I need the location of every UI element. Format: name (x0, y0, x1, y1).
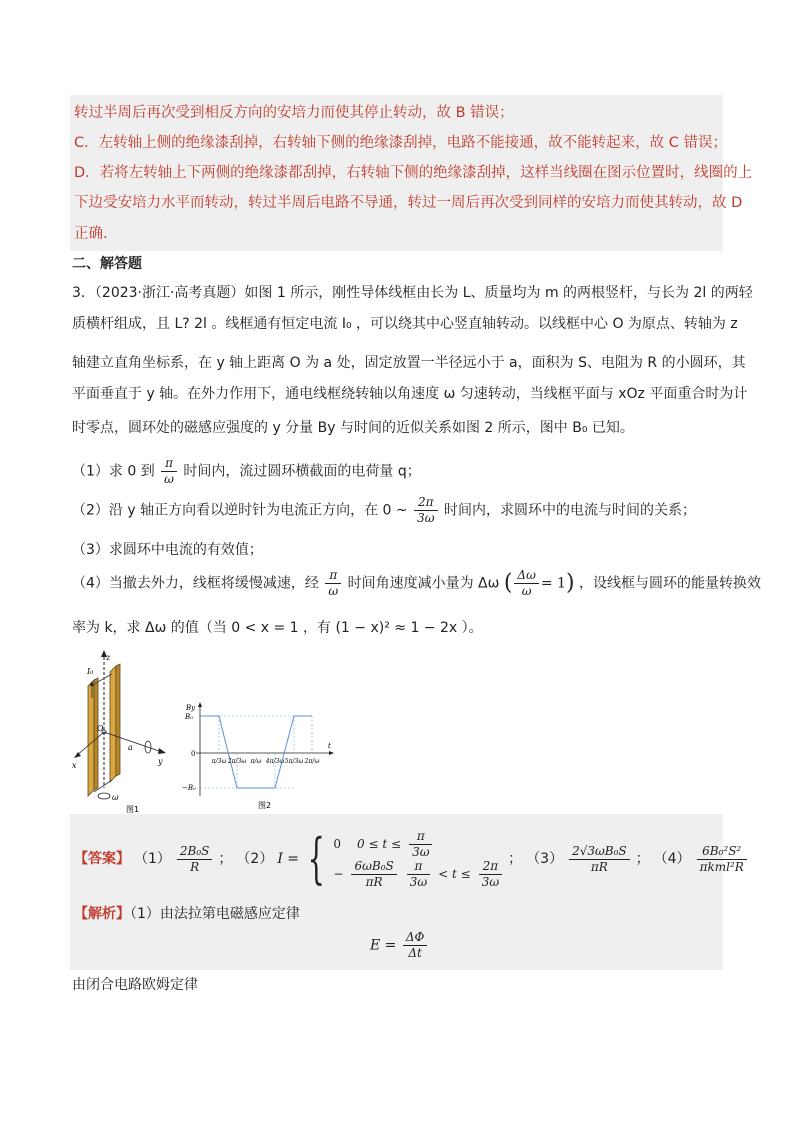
fig1-right-rod (110, 666, 116, 782)
fig1-label-z: z (106, 653, 111, 662)
question-part-4 (72, 568, 761, 599)
analysis-label: 【解析】 (74, 906, 130, 922)
fig2-ticks (211, 758, 320, 765)
answer-case-1-val: 0 (333, 837, 342, 851)
fig1-rotation (98, 793, 110, 799)
answer-case-2-lt: < t ≤ (438, 867, 471, 881)
answer-sep-3: ； (635, 851, 650, 867)
answer-sep-2: ； (508, 851, 523, 867)
part-1-frac (161, 456, 177, 487)
part-1-prefix: （1）求 0 到 (72, 463, 155, 480)
fig2-tick-2: 2π/3ω (227, 758, 247, 765)
answer-case-2-cond-den-1: 3ω (409, 874, 428, 889)
fig2-y-arrow (198, 702, 202, 707)
answer-cases (333, 829, 504, 889)
answer-part-2: （2） (236, 851, 274, 867)
part-4-ratio (514, 568, 538, 599)
question-line-5: 时零点，圆环处的磁感应强度的 y 分量 By 与时间的近似关系如图 2 所示，图中 B₀ 已知。 (72, 420, 634, 436)
question-part-1 (72, 456, 421, 487)
fig1-y-arrow (158, 748, 166, 754)
part-4-frac (325, 568, 341, 599)
fig1-label-i0: I₀ (87, 667, 94, 676)
part-2-frac (414, 495, 437, 526)
fig2-caption: 图2 (258, 801, 272, 810)
part-4-prefix: （4）当撤去外力，线框将缓慢减速，经 (72, 575, 319, 592)
question-part-3: （3）求圆环中电流的有效值； (72, 542, 263, 558)
question-part-4-cont: 率为 k，求 Δω 的值（当 0 < x = 1 ，有 (1 − x)² ≈ 1 − 2x ）。 (72, 620, 483, 636)
answer-frac-3 (569, 844, 630, 875)
prev-solution-line-1: 转过半周后再次受到相反方向的安培力而使其停止转动，故 B 错误； (74, 105, 514, 121)
question-line-1: 3．（2023·浙江·高考真题）如图 1 所示，刚性导体线框由长为 L、质量均为 m 的两根竖杆，与长为 2l 的两轻 (72, 285, 753, 301)
fig2-neg-b0: −B₀ (182, 784, 196, 792)
footer-line: 由闭合电路欧姆定律 (72, 977, 198, 993)
analysis-eq-den: Δt (408, 946, 422, 960)
part-4-ratio-den: ω (521, 584, 532, 598)
answer-frac-3-num: 2√3ωB₀S (569, 844, 630, 860)
part-1-suffix: 时间内，流过圆环横截面的电荷量 q； (183, 463, 421, 480)
figure-2 (182, 700, 342, 812)
answer-frac-4-den: πkml²R (699, 859, 744, 874)
analysis-eq-frac (403, 930, 428, 961)
fig2-zero: 0 (191, 750, 196, 758)
fig2-tick-4: 4π/3ω (265, 758, 285, 765)
answer-line (74, 824, 749, 894)
fig2-tick-6: 2π/ω (304, 758, 320, 765)
fig1-caption: 图1 (126, 805, 140, 814)
part-4-paren-right: ) (565, 570, 575, 596)
part-1-frac-den: ω (164, 472, 174, 486)
question-part-2 (72, 495, 696, 526)
fig1-left-rod (88, 680, 94, 796)
prev-solution-line-2: C．左转轴上侧的绝缘漆刮掉，右转轴下侧的绝缘漆刮掉，电路不能接通，故不能转起来，故 C 错误； (74, 135, 727, 151)
question-line-3: 轴建立直角坐标系，在 y 轴上距离 O 为 a 处，固定放置一半径远小于 a，面积为 S、电阻为 R 的小圆环，其 (72, 355, 746, 371)
answer-frac-4 (697, 844, 747, 875)
part-4-suffix: ，设线框与圆环的能量转换效 (579, 575, 762, 592)
part-2-frac-num: 2π (414, 495, 437, 511)
part-2-frac-den: 3ω (417, 511, 435, 525)
part-4-frac-den: ω (328, 584, 339, 598)
answer-case-2-cond-num-1: π (407, 859, 430, 875)
answer-brace: { (307, 827, 325, 890)
part-4-paren-left: ( (503, 570, 513, 596)
answer-case-2-cond-den-2: 3ω (481, 874, 500, 889)
answer-case-2-cond-frac-2 (479, 859, 502, 890)
part-4-mid: 时间角速度减小量为 Δω (347, 575, 500, 592)
fig2-tick-5: 5π/3ω (284, 758, 304, 765)
figure-1 (70, 648, 180, 816)
part-4-eq: = 1 (540, 575, 566, 592)
answer-case-2-frac-den: πR (365, 874, 383, 889)
fig1-label-a: a (128, 743, 133, 752)
fig2-waveform (200, 716, 312, 788)
answer-case-1-frac-num: π (409, 829, 432, 845)
analysis-eq-lhs: E = (370, 937, 397, 954)
analysis-equation (370, 930, 429, 961)
analysis-eq-num: ΔΦ (403, 930, 428, 946)
analysis-text: （1）由法拉第电磁感应定律 (130, 906, 300, 922)
fig2-tick-1: π/3ω (211, 758, 227, 765)
answer-case-1 (333, 829, 504, 859)
answer-part-3: （3） (526, 851, 564, 867)
prev-solution-line-5: 正确. (74, 226, 108, 242)
fig1-left-rod-side (94, 678, 98, 790)
fig1-label-x: x (72, 761, 77, 770)
fig1-label-y: y (158, 757, 163, 766)
fig2-ylabel: By (186, 704, 196, 712)
answer-case-2 (333, 859, 504, 889)
question-line-2: 质横杆组成，且 L? 2l 。线框通有恒定电流 I₀ ，可以绕其中心竖直轴转动。以线框中心 O 为原点、转轴为 z (72, 316, 738, 332)
answer-label: 【答案】 (74, 851, 130, 867)
part-1-frac-num: π (161, 456, 177, 472)
part-4-ratio-num: Δω (514, 568, 538, 584)
answer-frac-1-num: 2B₀S (177, 844, 212, 860)
part-4-frac-num: π (325, 568, 341, 584)
prev-solution-line-3: D．若将左转轴上下两侧的绝缘漆都刮掉，右转轴下侧的绝缘漆刮掉，这样当线圈在图示位置时，线圈的上 (74, 165, 753, 181)
answer-case-2-cond-frac-1 (407, 859, 430, 890)
question-line-4: 平面垂直于 y 轴。在外力作用下，通电线框绕转轴以角速度 ω 匀速转动，当线框平面与 xOz 平面重合时为计 (72, 386, 748, 402)
fig1-label-o: O (97, 724, 104, 733)
answer-case-1-frac (409, 829, 432, 860)
fig2-b0: B₀ (185, 713, 193, 721)
answer-case-2-frac-num: 6ωB₀S (351, 859, 396, 875)
prev-solution-line-4: 下边受安培力水平而转动，转过半周后电路不导通，转过一周后再次受到同样的安培力而使其转动，故 D (74, 195, 743, 211)
answer-frac-3-den: πR (590, 859, 608, 874)
part-2-suffix: 时间内，求圆环中的电流与时间的关系； (443, 502, 696, 519)
answer-i-eq: I = (277, 851, 300, 867)
analysis-line (74, 904, 300, 924)
answer-case-1-cond: 0 ≤ t ≤ (357, 837, 402, 851)
part-2-prefix: （2）沿 y 轴正方向看以逆时针为电流正方向，在 0 ~ (72, 502, 408, 519)
fig2-t-label: t (328, 742, 331, 750)
fig1-label-w: ω (112, 793, 119, 802)
answer-sep-1: ； (218, 851, 233, 867)
answer-case-2-frac (351, 859, 396, 890)
fig1-right-rod-side (116, 664, 120, 776)
answer-frac-1-den: R (190, 859, 200, 874)
section-title: 二、解答题 (72, 256, 142, 272)
answer-case-1-frac-den: 3ω (412, 844, 430, 859)
answer-part-1: （1） (134, 851, 171, 867)
fig2-t-arrow (329, 751, 334, 755)
answer-part-4: （4） (653, 851, 691, 867)
answer-frac-4-num: 6B₀²S² (697, 844, 747, 860)
answer-frac-1 (177, 844, 212, 875)
answer-case-2-sign: − (333, 867, 344, 881)
answer-case-2-cond-num-2: 2π (479, 859, 502, 875)
fig2-tick-3: π/ω (250, 758, 262, 765)
